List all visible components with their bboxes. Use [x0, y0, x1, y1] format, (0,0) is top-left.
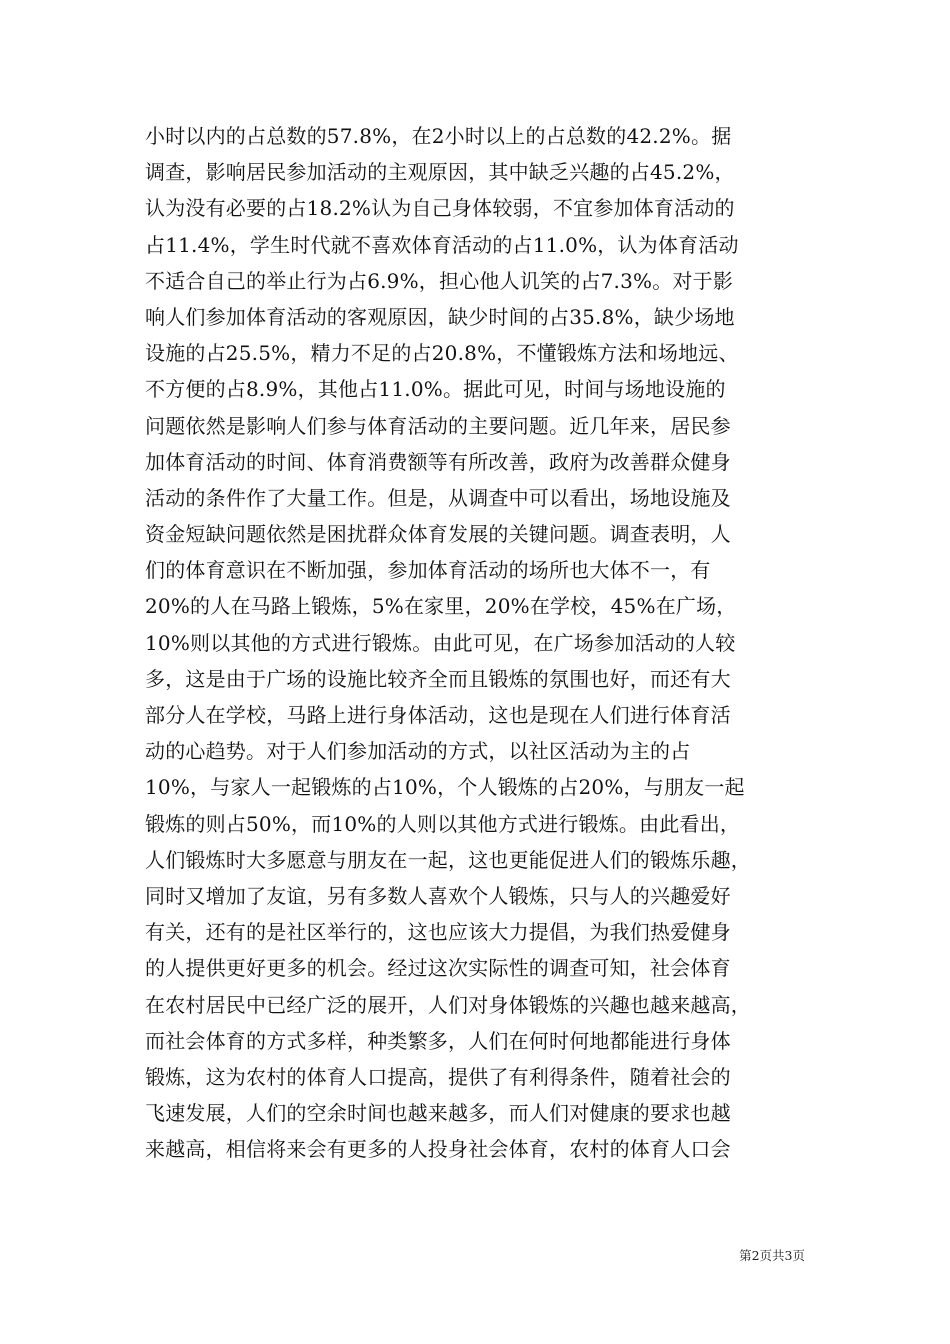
body-line: 们的体育意识在不断加强，参加体育活动的场所也大体不一，有	[145, 558, 711, 583]
body-text	[145, 118, 805, 1167]
body-line: 认为没有必要的占18.2%认为自己身体较弱，不宜参加体育活动的	[145, 196, 735, 221]
body-line: 飞速发展，人们的空余时间也越来越多，而人们对健康的要求也越	[145, 1101, 731, 1126]
body-line: 不方便的占8.9%，其他占11.0%。据此可见，时间与场地设施的	[145, 377, 726, 402]
page-number-footer: 第2页共3页	[739, 1248, 805, 1263]
body-line: 20%的人在马路上锻炼，5%在家里，20%在学校，45%在广场，	[145, 594, 737, 619]
body-line: 占11.4%，学生时代就不喜欢体育活动的占11.0%，认为体育活动	[145, 232, 739, 257]
body-line: 同时又增加了友谊，另有多数人喜欢个人锻炼，只与人的兴趣爱好	[145, 883, 731, 908]
body-line: 动的心趋势。对于人们参加活动的方式，以社区活动为主的占	[145, 739, 691, 764]
body-line: 不适合自己的举止行为占6.9%，担心他人讥笑的占7.3%。对于影	[145, 268, 734, 293]
body-line: 资金短缺问题依然是困扰群众体育发展的关键问题。调查表明，人	[145, 522, 731, 547]
body-line: 锻炼，这为农村的体育人口提高，提供了有利得条件，随着社会的	[145, 1064, 731, 1089]
body-line: 来越高，相信将来会有更多的人投身社会体育，农村的体育人口会	[145, 1137, 731, 1162]
body-line: 问题依然是影响人们参与体育活动的主要问题。近几年来，居民参	[145, 413, 731, 438]
body-line: 人们锻炼时大多愿意与朋友在一起，这也更能促进人们的锻炼乐趣，	[145, 847, 751, 872]
body-line: 而社会体育的方式多样，种类繁多，人们在何时何地都能进行身体	[145, 1028, 731, 1053]
body-line: 部分人在学校，马路上进行身体活动，这也是现在人们进行体育活	[145, 703, 731, 727]
body-line: 加体育活动的时间、体育消费额等有所改善，政府为改善群众健身	[145, 449, 731, 474]
body-line: 响人们参加体育活动的客观原因，缺少时间的占35.8%，缺少场地	[145, 304, 735, 329]
body-line: 的人提供更好更多的机会。经过这次实际性的调查可知，社会体育	[145, 956, 731, 981]
body-line: 活动的条件作了大量工作。但是，从调查中可以看出，场地设施及	[145, 485, 731, 510]
body-line: 锻炼的则占50%，而10%的人则以其他方式进行锻炼。由此看出，	[145, 811, 741, 836]
body-line: 设施的占25.5%，精力不足的占20.8%，不懂锻炼方法和场地远、	[145, 341, 739, 366]
body-line: 10%，与家人一起锻炼的占10%，个人锻炼的占20%，与朋友一起	[145, 775, 745, 800]
body-line: 10%则以其他的方式进行锻炼。由此可见，在广场参加活动的人较	[145, 630, 736, 655]
body-line: 小时以内的占总数的57.8%，在2小时以上的占总数的42.2%。据	[145, 124, 732, 148]
body-line: 在农村居民中已经广泛的展开，人们对身体锻炼的兴趣也越来越高，	[145, 992, 751, 1017]
body-line: 多，这是由于广场的设施比较齐全而且锻炼的氛围也好，而还有大	[145, 666, 731, 691]
body-line: 有关，还有的是社区举行的，这也应该大力提倡，为我们热爱健身	[145, 920, 731, 945]
body-line: 调查，影响居民参加活动的主观原因，其中缺乏兴趣的占45.2%，	[145, 160, 735, 185]
